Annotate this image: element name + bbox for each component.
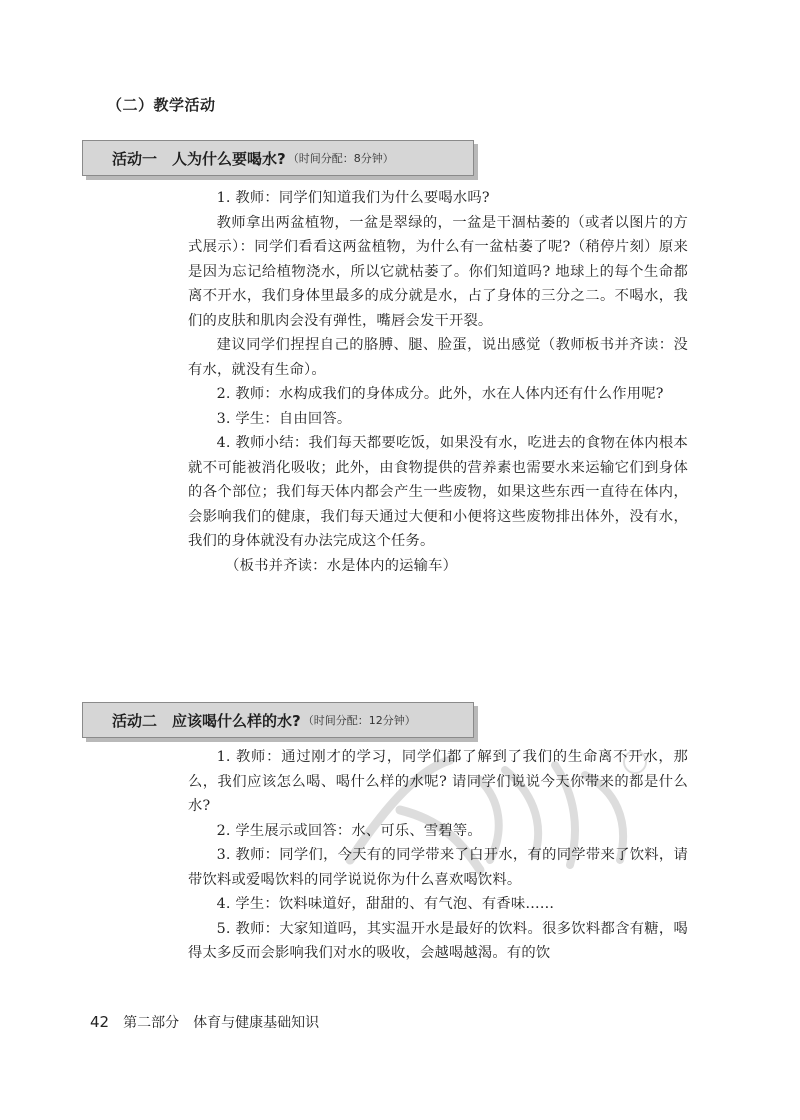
activity1-banner [82, 140, 474, 176]
running-title: 第二部分 体育与健康基础知识 [123, 1015, 320, 1031]
activity1-paragraph-3: 建议同学们捏捏自己的胳膊、腿、脸蛋，说出感觉（教师板书并齐读：没有水，就没有生命）。 [188, 337, 688, 378]
activity1-body [188, 186, 688, 578]
section-heading: （二）教学活动 [107, 96, 216, 114]
activity2-title: 活动二 应该喝什么样的水? [112, 711, 301, 730]
activity2-paragraph-3: 3. 教师：同学们，今天有的同学带来了白开水，有的同学带来了饮料，请带饮料或爱喝饮料的同学说说你为什么喜欢喝饮料。 [188, 847, 688, 888]
activity1-paragraph-2: 教师拿出两盆植物，一盆是翠绿的，一盆是干涸枯萎的（或者以图片的方式展示）：同学们看看这两盆植物，为什么有一盆枯萎了呢?（稍停片刻）原来是因为忘记给植物浇水，所以它就枯萎了。你们知道吗? 地球上的每个生命都离不开水，我们身体里最多的成分就是水，占了身体的三分之二。不喝水，我们的皮肤和肌肉会没有弹性，嘴唇会发干开裂。 [188, 214, 688, 329]
activity1-time-note: （时间分配：8分钟） [287, 152, 394, 165]
activity2-paragraph-4: 4. 学生：饮料味道好，甜甜的、有气泡、有香味…… [216, 896, 555, 912]
activity1-paragraph-5: 3. 学生：自由回答。 [216, 410, 352, 427]
activity1-board-note: （板书并齐读：水是体内的运输车） [225, 557, 458, 574]
activity1-paragraph-4: 2. 教师：水构成我们的身体成分。此外，水在人体内还有什么作用呢? [216, 386, 664, 402]
activity1-paragraph-1: 1. 教师：同学们知道我们为什么要喝水吗? [216, 190, 490, 206]
activity2-body [188, 745, 688, 966]
page-footer [90, 1012, 319, 1032]
activity2-paragraph-2: 2. 学生展示或回答：水、可乐、雪碧等。 [216, 822, 482, 839]
activity2-banner [82, 702, 474, 738]
activity2-time-note: （时间分配：12分钟） [302, 714, 416, 727]
activity1-title: 活动一 人为什么要喝水? [112, 149, 286, 168]
activity2-paragraph-5: 5. 教师：大家知道吗，其实温开水是最好的饮料。很多饮料都含有糖，喝得太多反而会影响我们对水的吸收，会越喝越渴。有的饮 [188, 920, 688, 961]
activity2-paragraph-1: 1. 教师：通过刚才的学习，同学们都了解到了我们的生命离不开水，那么，我们应该怎么喝、喝什么样的水呢? 请同学们说说今天你带来的都是什么水? [188, 749, 688, 814]
activity1-paragraph-6: 4. 教师小结：我们每天都要吃饭，如果没有水，吃进去的食物在体内根本就不可能被消化吸收；此外，由食物提供的营养素也需要水来运输它们到身体的各个部位；我们每天体内都会产生一些废物，如果这些东西一直待在体内，会影响我们的健康，我们每天通过大便和小便将这些废物排出体外，没有水，我们的身体就没有办法完成这个任务。 [188, 435, 688, 549]
page-number: 42 [90, 1013, 110, 1031]
